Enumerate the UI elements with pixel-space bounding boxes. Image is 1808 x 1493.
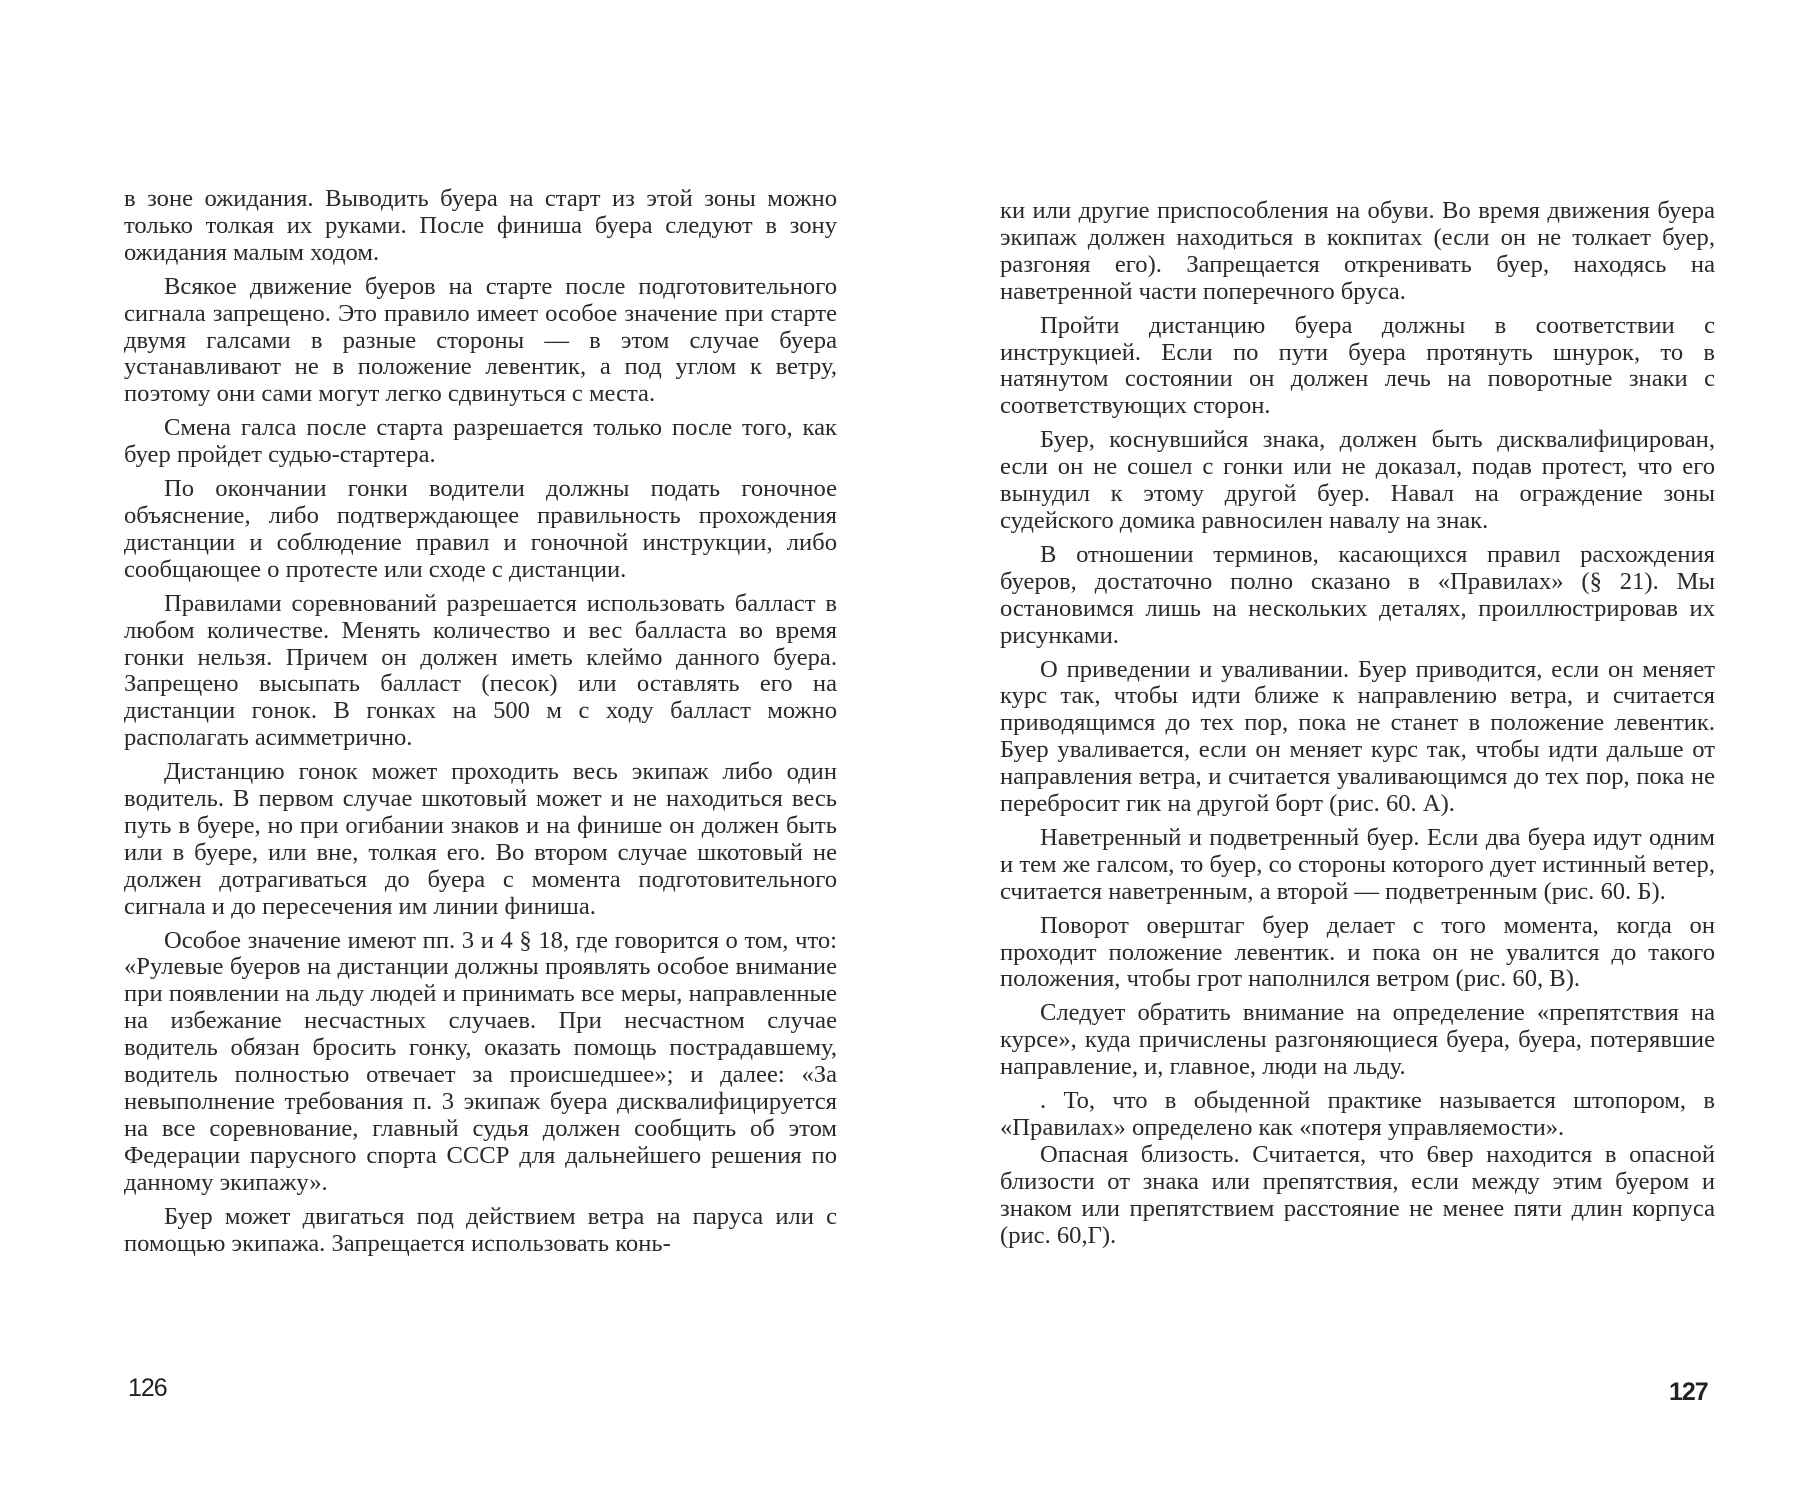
- paragraph: Особое значение имеют пп. 3 и 4 § 18, где говорится о том, что: «Рулевые буеров на дистанции должны проявлять особое внимание при появлении на льду людей и принимать все меры, направленные на избежание несчастных случаев. При несчастном случае водитель обязан бросить гонку, оказать помощь пострадавшему, водитель полностью отвечает за происшедшее»; и далее: «За невыполнение требования п. 3 экипаж буера дисквалифицируется на все соревнование, главный судья должен сообщить об этом Федерации парусного спорта СССР для дальнейшего решения по данному экипажу».: [124, 926, 837, 1196]
- paragraph: Правилами соревнований разрешается использовать балласт в любом количестве. Менять количество и вес балласта во время гонки нельзя. Причем он должен иметь клеймо данного буера. Запрещено высыпать балласт (песок) или оставлять его на дистанции гонок. В гонках на 500 м с ходу балласт можно располагать асимметрично.: [124, 589, 837, 752]
- paragraph: Смена галса после старта разрешается только после того, как буер пройдет судью-стартера.: [124, 414, 837, 469]
- paragraph: Опасная близость. Считается, что 6вер находится в опасной близости от знака или препятствия, если между этим буером и знаком или препятствием расстояние не менее пяти длин корпуса (рис. 60,Г).: [1000, 1140, 1715, 1249]
- paragraph: По окончании гонки водители должны подать гоночное объяснение, либо подтверждающее правильность прохождения дистанции и соблюдение правил и гоночной инструкции, либо сообщающее о протесте или сходе с дистанции.: [124, 475, 837, 583]
- paragraph: в зоне ожидания. Выводить буера на старт из этой зоны можно только толкая их руками. После финиша буера следуют в зону ожидания малым ходом.: [124, 185, 837, 266]
- page-number: 126: [128, 1374, 167, 1402]
- paragraph: Поворот оверштаг буер делает с того момента, когда он проходит положение левентик. и пока он не увалится до такого положения, чтобы грот наполнился ветром (рис. 60, В).: [1000, 911, 1715, 993]
- paragraph: В отношении терминов, касающихся правил расхождения буеров, достаточно полно сказано в «Правилах» (§ 21). Мы остановимся лишь на нескольких деталях, проиллюстрировав их рисунками.: [1000, 540, 1715, 649]
- paragraph: . То, что в обыденной практике называется штопором, в «Правилах» определено как «потеря управляемости».: [1000, 1087, 1715, 1141]
- paragraph: О приведении и уваливании. Буер приводится, если он меняет курс так, чтобы идти ближе к направлению ветра, и считается приводящимся до тех пор, пока не станет в положение левентик. Буер уваливается, если он меняет курс так, чтобы идти дальше от направления ветра, и считается уваливающимся до тех пор, пока не перебросит гик на другой борт (рис. 60. А).: [1000, 655, 1715, 818]
- paragraph: Буер, коснувшийся знака, должен быть дисквалифицирован, если он не сошел с гонки или не доказал, подав протест, что его вынудил к этому другой буер. Навал на ограждение зоны судейского домика равносилен навалу на знак.: [1000, 426, 1715, 534]
- paragraph: Буер может двигаться под действием ветра на паруса или с помощью экипажа. Запрещается использовать конь-: [124, 1202, 837, 1257]
- paragraph: Следует обратить внимание на определение «препятствия на курсе», куда причислены разгоняющиеся буера, буера, потерявшие направление, и, главное, люди на льду.: [1000, 999, 1715, 1081]
- page-number: 127: [1669, 1378, 1708, 1406]
- right-page: [904, 0, 1808, 1493]
- paragraph: Пройти дистанцию буера должны в соответствии с инструкцией. Если по пути буера протянуть шнурок, то в натянутом состоянии он должен лечь на поворотные знаки с соответствующих сторон.: [1000, 311, 1715, 420]
- left-page-text: [124, 186, 837, 1264]
- right-page-text: [1000, 198, 1715, 1257]
- paragraph: Наветренный и подветренный буер. Если два буера идут одним и тем же галсом, то буер, со стороны которого дует истинный ветер, считается наветренным, а второй — подветренным (рис. 60. Б).: [1000, 823, 1715, 905]
- paragraph: ки или другие приспособления на обуви. Во время движения буера экипаж должен находиться в кокпитах (если он не толкает буер, разгоняя его). Запрещается откренивать буер, находясь на наветренной части поперечного бруса.: [1000, 197, 1715, 305]
- paragraph: Дистанцию гонок может проходить весь экипаж либо один водитель. В первом случае шкотовый может и не находиться весь путь в буере, но при огибании знаков и на финише он должен быть или в буере, или вне, толкая его. Во втором случае шкотовый не должен дотрагиваться до буера с момента подготовительного сигнала и до пересечения им линии финиша.: [124, 758, 837, 920]
- paragraph: Всякое движение буеров на старте после подготовительного сигнала запрещено. Это правило имеет особое значение при старте двумя галсами в разные стороны — в этом случае буера устанавливают не в положение левентик, а под углом к ветру, поэтому они сами могут легко сдвинуться с места.: [124, 272, 837, 408]
